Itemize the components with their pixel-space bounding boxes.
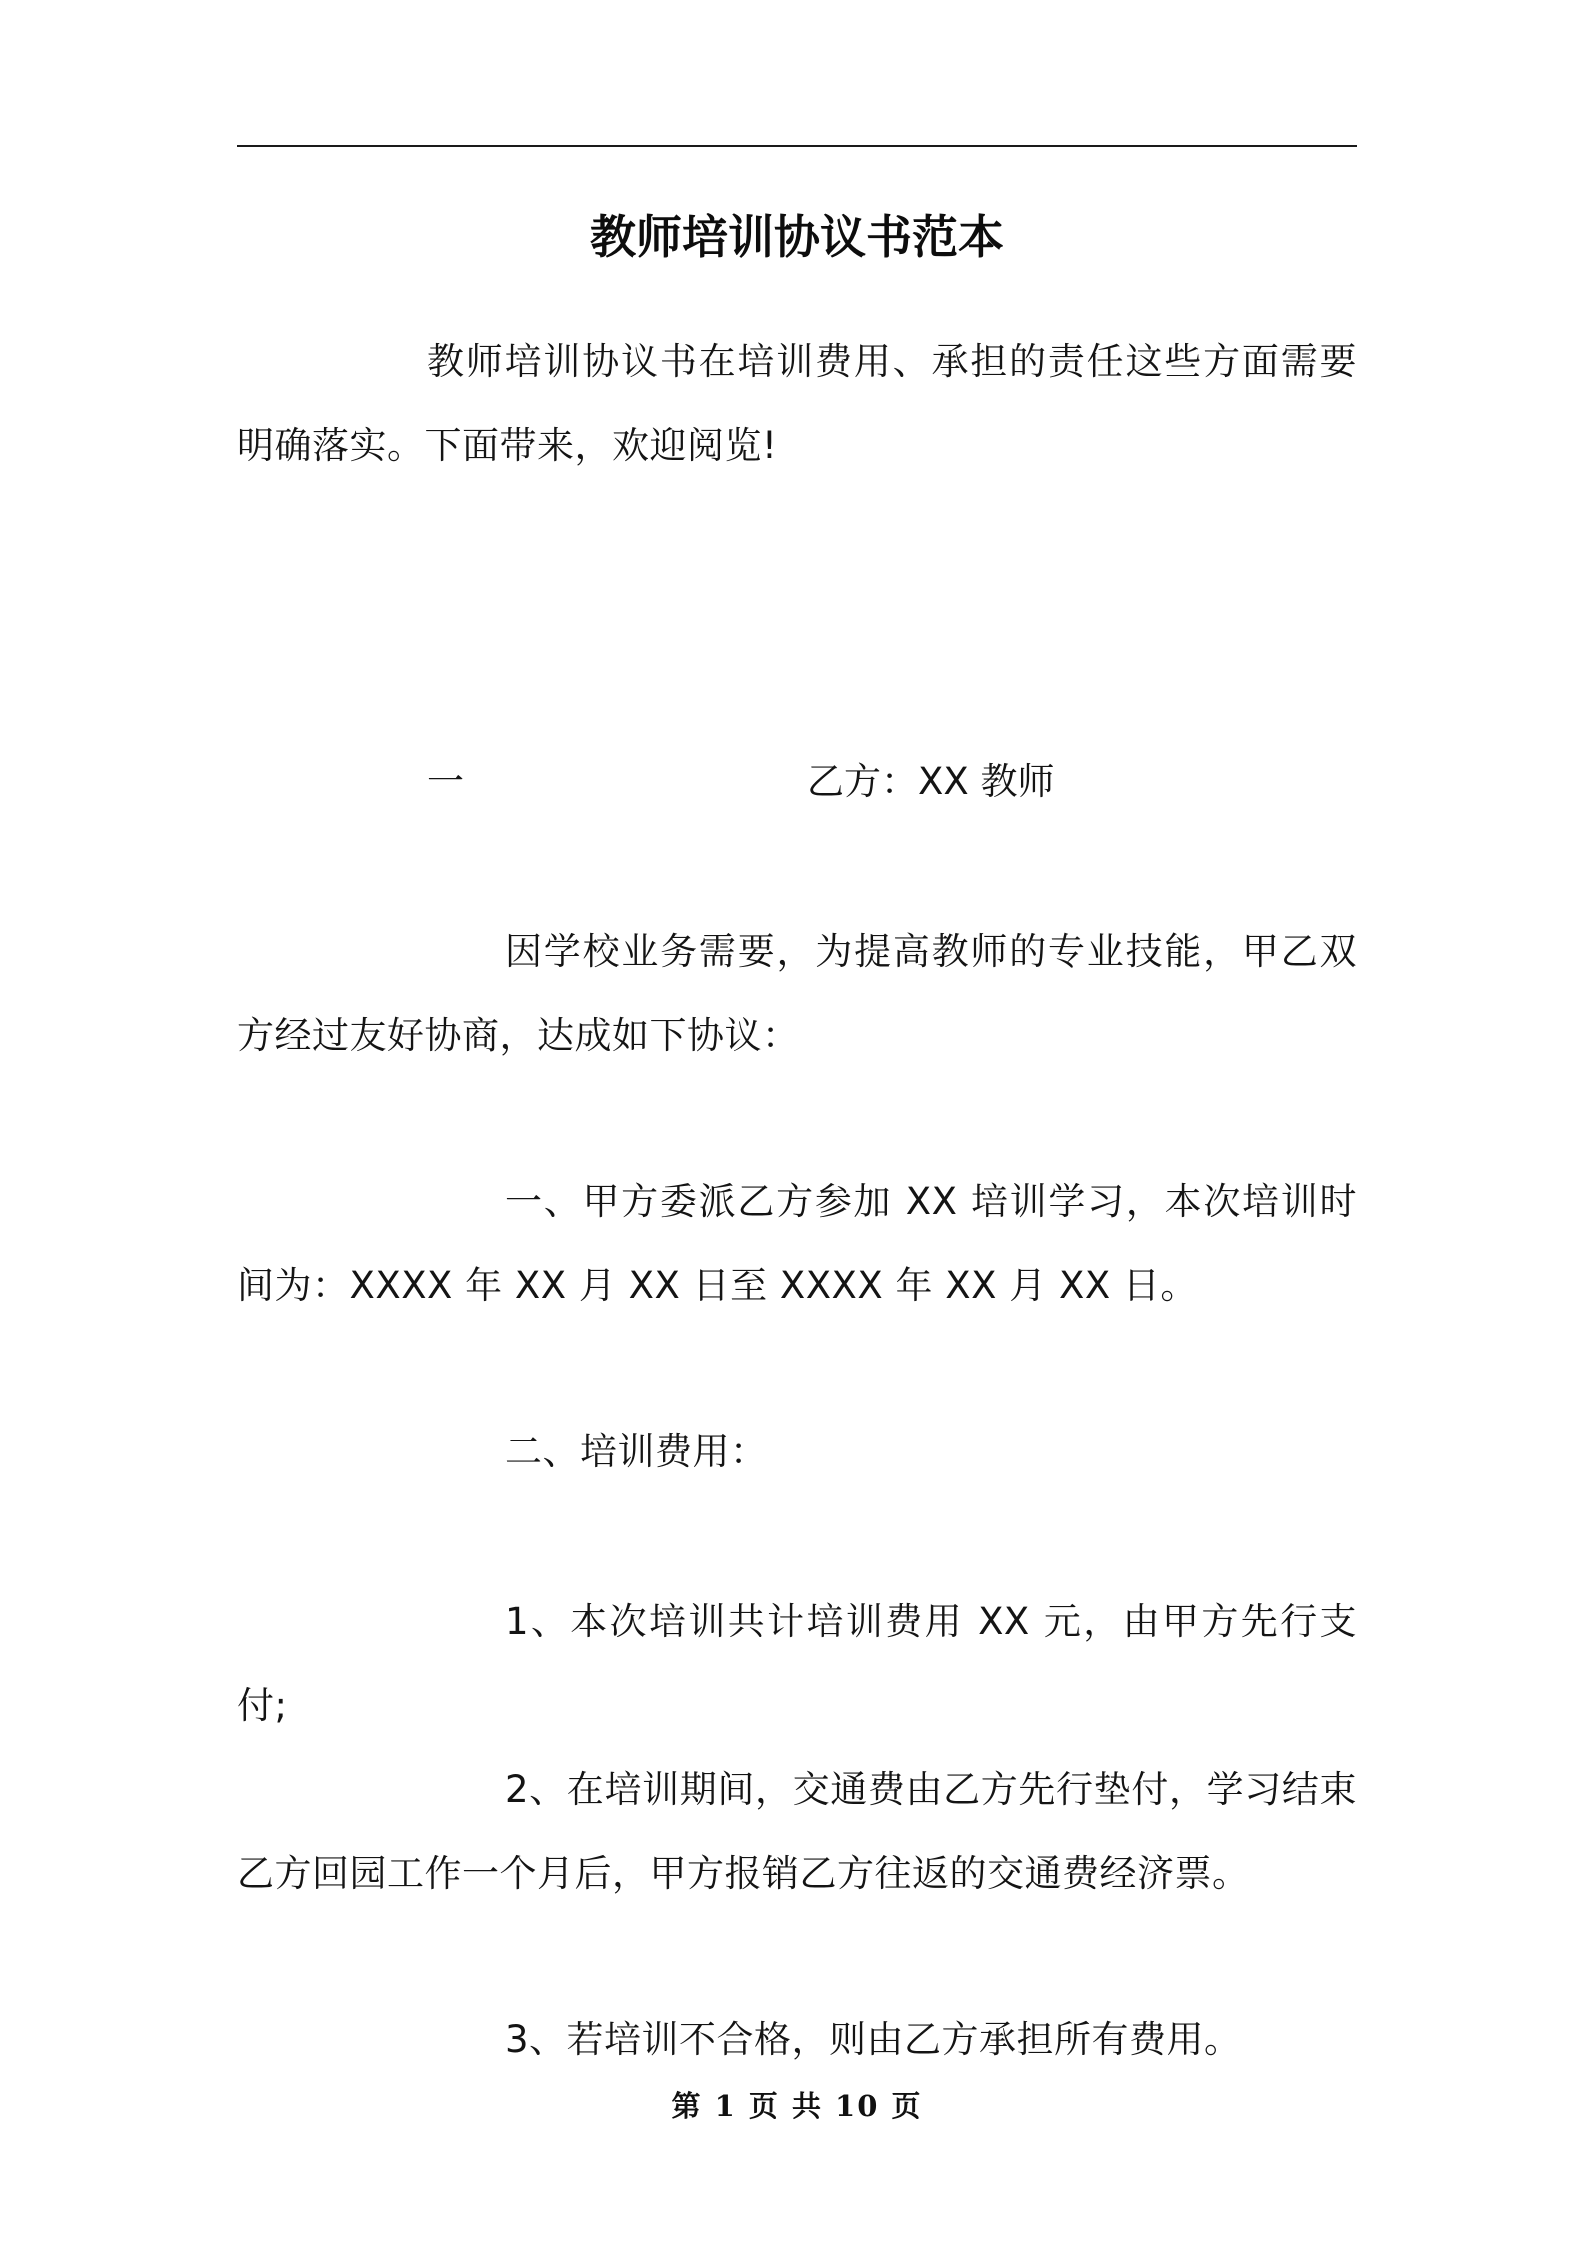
page-number-footer: 第 1 页 共 10 页 [671,2089,923,2123]
clause-2-item-2: 2、在培训期间，交通费由乙方先行垫付，学习结束乙方回园工作一个月后，甲方报销乙方往返的交通费经济票。 [237,1768,1357,1895]
clause-1-paragraph: 一、甲方委派乙方参加 XX 培训学习，本次培训时间为：XXXX 年 XX 月 XX 日至 XXXX 年 XX 月 XX 日。 [237,1180,1357,1307]
clause-2-item-1: 1、本次培训共计培训费用 XX 元，由甲方先行支付; [237,1600,1357,1727]
clause-2-item-3: 3、若培训不合格，则由乙方承担所有费用。 [505,2018,1242,2061]
party-a-dash: 一 [427,760,464,803]
party-b-label: 乙方：XX 教师 [807,760,1055,803]
intro-paragraph: 教师培训协议书在培训费用、承担的责任这些方面需要明确落实。下面带来，欢迎阅览! [237,340,1357,467]
clause-2-heading: 二、培训费用： [505,1430,768,1473]
header-rule [237,145,1357,147]
document-title: 教师培训协议书范本 [590,210,1004,264]
party-line [237,740,1357,824]
preamble-paragraph: 因学校业务需要，为提高教师的专业技能，甲乙双方经过友好协商，达成如下协议： [237,930,1357,1057]
